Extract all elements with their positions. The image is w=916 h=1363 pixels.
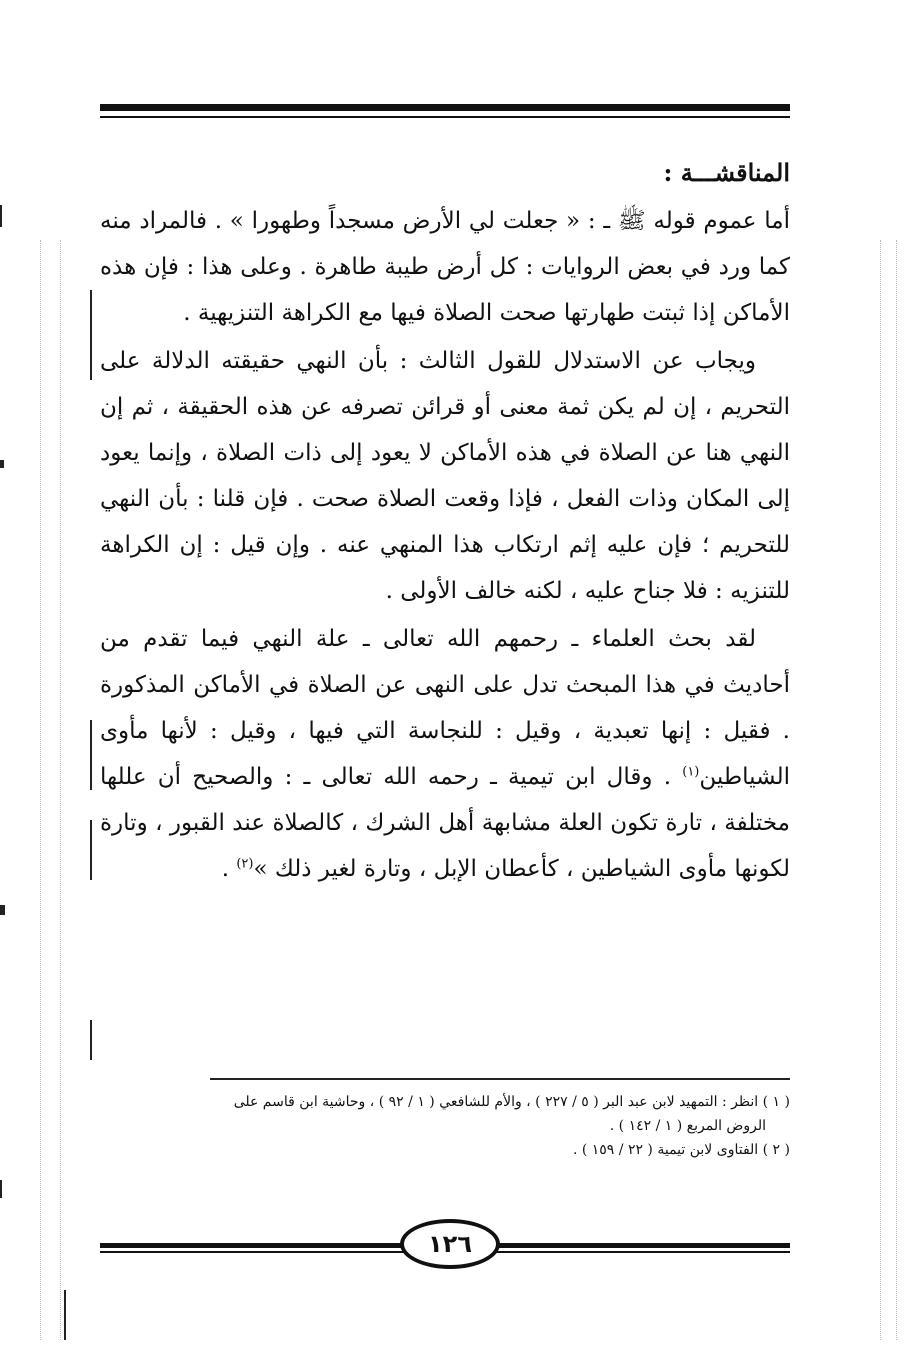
scan-dots-3	[880, 240, 881, 1340]
footnote-1-line-2: الروض المربع ( ١ / ١٤٢ ) .	[609, 1118, 766, 1134]
scan-dots-2	[60, 240, 61, 1340]
scan-dots-1	[40, 240, 41, 1340]
section-heading: المناقشـــة :	[663, 158, 790, 187]
scan-mark-left-2	[0, 460, 4, 468]
footnote-separator	[210, 1078, 790, 1080]
page-number: ١٢٦	[400, 1219, 500, 1269]
scan-mark-bar-2	[90, 720, 92, 790]
scan-mark-left-1	[0, 205, 2, 227]
scan-mark-left-3	[0, 905, 5, 915]
scan-mark-bar-4	[90, 1020, 92, 1060]
footnote-ref-1: (١)	[682, 764, 700, 780]
header-rule-thin	[100, 116, 790, 118]
paragraph-3	[100, 616, 790, 892]
scan-mark-bar-1	[90, 290, 92, 380]
scan-mark-left-4	[0, 1180, 2, 1198]
scan-dots-4	[896, 240, 897, 1340]
paragraph-3-part-1: لقد بحث العلماء ـ رحمهم الله تعالى ـ علة النهي فيما تقدم من أحاديث في هذا المبحث تدل على النهى عن الصلاة في الأماكن المذكورة . فقيل : إنها تعبدية ، وقيل : للنجاسة التي فيها ، وقيل : لأنها مأوى الشياطين	[100, 626, 790, 790]
paragraph-1: أما عموم قوله ﷺ ـ : « جعلت لي الأرض مسجداً وطهورا » . فالمراد منه كما ورد في بعض الروايات : كل أرض طيبة طاهرة . وعلى هذا : فإن هذه الأماكن إذا ثبتت طهارتها صحت الصلاة فيها مع الكراهة التنزيهية .	[100, 208, 790, 326]
footnote-1-line-1: ( ١ ) انظر : التمهيد لابن عبد البر ( ٥ / ٢٢٧ ) ، والأم للشافعي ( ١ / ٩٢ ) ، وحاشية ابن قاسم على	[233, 1094, 790, 1110]
footnote-ref-2: (٢)	[236, 856, 254, 872]
scan-mark-bar-3	[90, 820, 92, 880]
scan-mark-bar-5	[64, 1290, 66, 1340]
paragraph-3-part-3: .	[221, 856, 237, 882]
paragraph-2: ويجاب عن الاستدلال للقول الثالث : بأن النهي حقيقته الدلالة على التحريم ، إن لم يكن ثمة معنى أو قرائن تصرفه عن هذه الحقيقة ، ثم إن النهي هنا عن الصلاة في هذه الأماكن لا يعود إلى ذات الصلاة ، وإنما يعود إلى المكان وذات الفعل ، فإذا وقعت الصلاة صحت . فإن قلنا : بأن النهي للتحريم ؛ فإن عليه إثم ارتكاب هذا المنهي عنه . وإن قيل : إن الكراهة للتنزيه : فلا جناح عليه ، لكنه خالف الأولى .	[100, 348, 790, 604]
footnote-2: ( ٢ ) الفتاوى لابن تيمية ( ٢٢ / ١٥٩ ) .	[572, 1142, 790, 1158]
main-text	[100, 150, 790, 892]
paragraph-3-part-2: . وقال ابن تيمية ـ رحمه الله تعالى ـ : والصحيح أن عللها مختلفة ، تارة تكون العلة مشابهة أهل الشرك ، كالصلاة عند القبور ، وتارة لكونها مأوى الشياطين ، كأعطان الإبل ، وتارة لغير ذلك »	[100, 764, 790, 882]
footnotes	[100, 1090, 790, 1162]
header-rule-thick	[100, 104, 790, 111]
